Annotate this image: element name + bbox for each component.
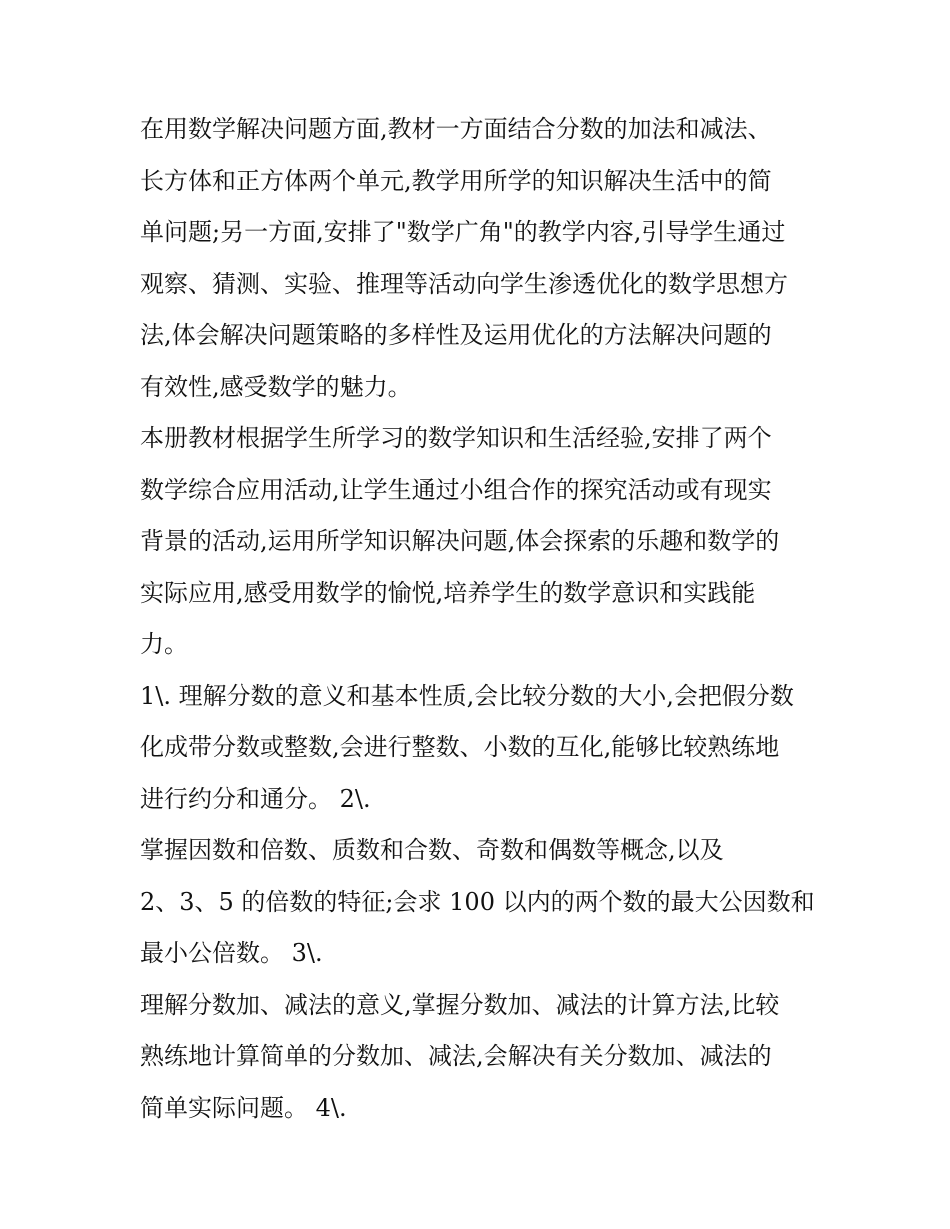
document-body	[140, 104, 830, 1134]
text-line-8: 数学综合应用活动,让学生通过小组合作的探究活动或有现实	[140, 475, 772, 504]
text-line-18: 理解分数加、减法的意义,掌握分数加、减法的计算方法,比较	[140, 990, 780, 1019]
text-line-9: 背景的活动,运用所学知识解决问题,体会探索的乐趣和数学的	[140, 527, 780, 555]
text-line-19: 熟练地计算简单的分数加、减法,会解决有关分数加、减法的	[140, 1042, 772, 1070]
text-line-4: 观察、猜测、实验、推理等活动向学生渗透优化的数学思想方	[140, 269, 788, 298]
text-line-16: 2、3、5 的倍数的特征;会求 100 以内的两个数的最大公因数和	[140, 887, 815, 916]
text-line-7: 本册教材根据学生所学习的数学知识和生活经验,安排了两个	[140, 424, 772, 452]
text-line-17: 最小公倍数。 3\.	[140, 939, 323, 967]
text-line-1: 在用数学解决问题方面,教材一方面结合分数的加法和减法、	[140, 115, 772, 143]
text-line-11: 力。	[140, 630, 188, 658]
text-line-10: 实际应用,感受用数学的愉悦,培养学生的数学意识和实践能	[140, 578, 756, 607]
text-line-15: 掌握因数和倍数、质数和合数、奇数和偶数等概念,以及	[140, 836, 724, 864]
text-line-13: 化成带分数或整数,会进行整数、小数的互化,能够比较熟练地	[140, 733, 780, 761]
text-line-12: 1\. 理解分数的意义和基本性质,会比较分数的大小,会把假分数	[140, 681, 794, 710]
text-line-20: 简单实际问题。 4\.	[140, 1093, 347, 1122]
text-line-3: 单问题;另一方面,安排了"数学广角"的教学内容,引导学生通过	[140, 218, 786, 246]
text-line-6: 有效性,感受数学的魅力。	[140, 372, 412, 401]
text-line-14: 进行约分和通分。 2\.	[140, 784, 371, 813]
text-line-2: 长方体和正方体两个单元,教学用所学的知识解决生活中的简	[140, 166, 772, 195]
text-line-5: 法,体会解决问题策略的多样性及运用优化的方法解决问题的	[140, 321, 772, 349]
